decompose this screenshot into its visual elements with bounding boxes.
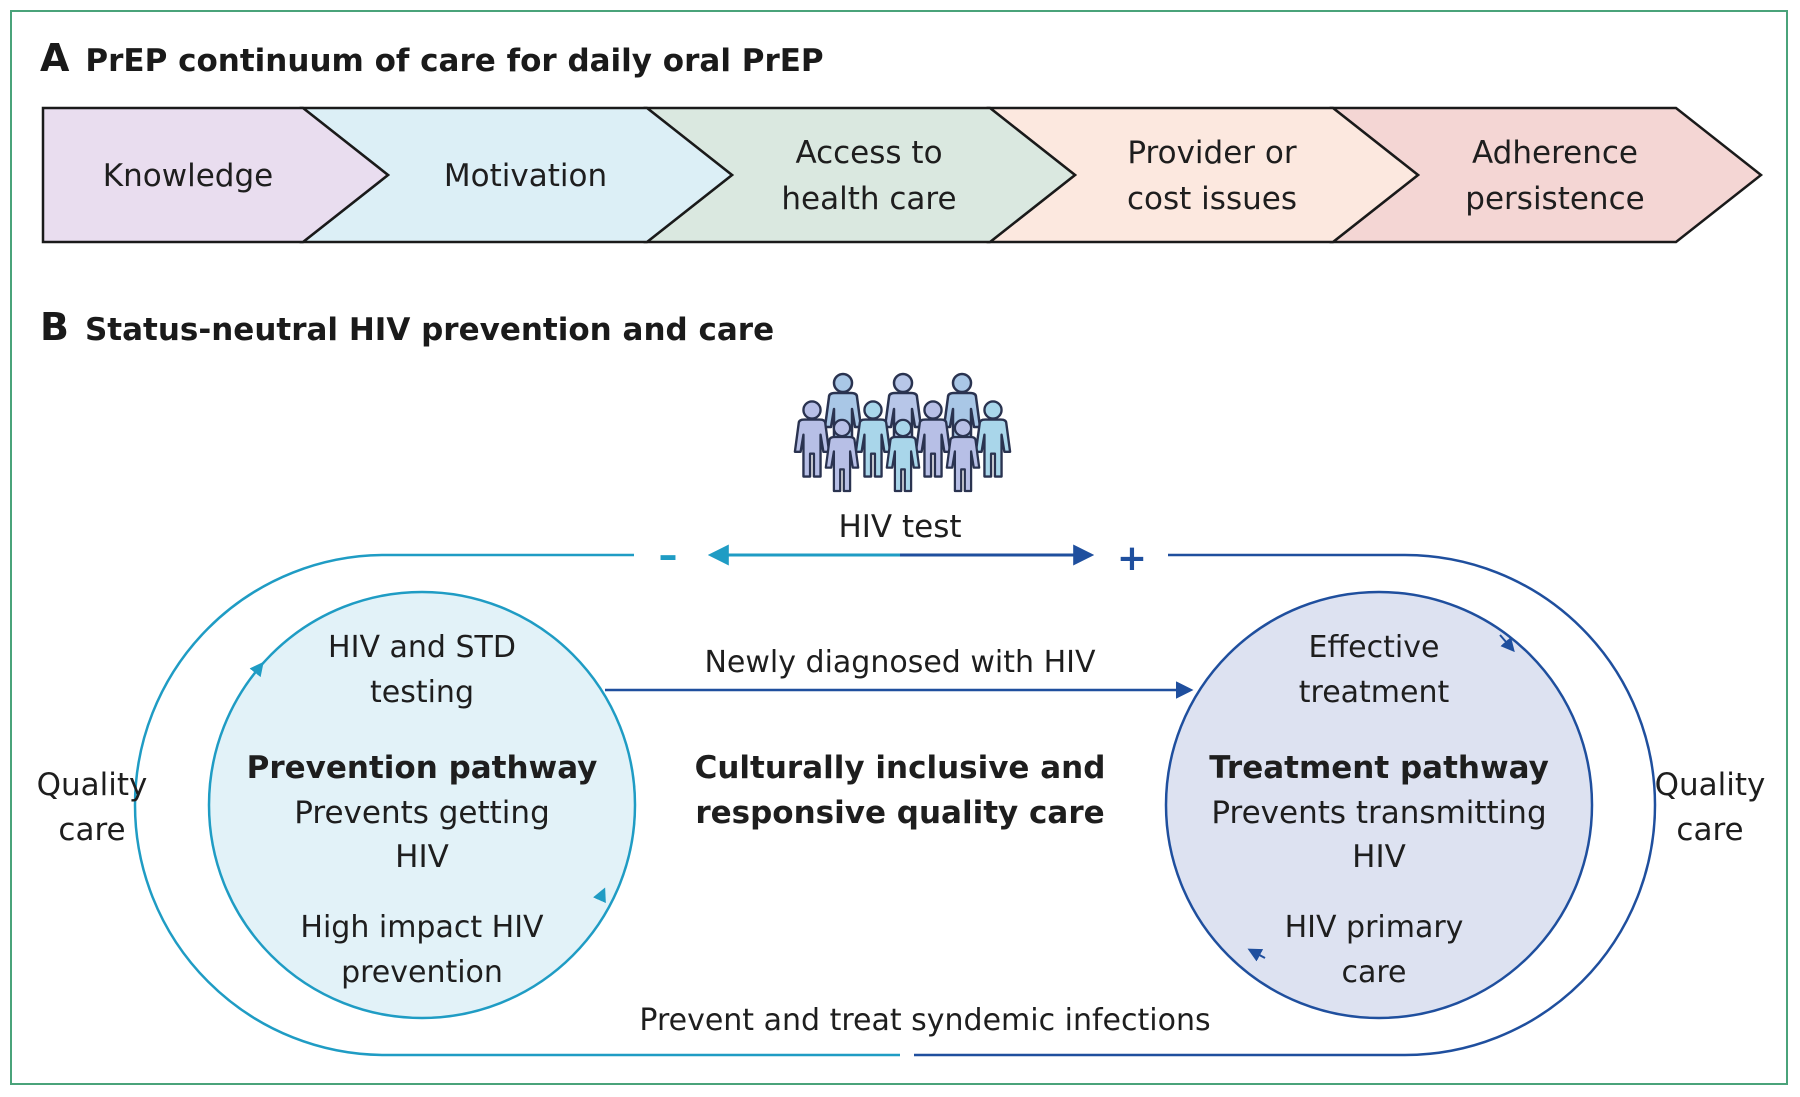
continuum-step-4-label: Provider or: [1127, 135, 1297, 171]
person-icon: [947, 420, 979, 491]
person-icon: [826, 420, 858, 491]
prevention-title: Prevention pathway: [246, 750, 598, 786]
continuum-step-1-label: Knowledge: [102, 158, 274, 194]
treatment-subtitle-line-1: Prevents transmitting: [1211, 795, 1547, 831]
treatment-bottom-line-2: care: [1341, 955, 1407, 990]
prevention-subtitle-line-2: HIV: [395, 839, 449, 875]
prevention-bottom-line-1: High impact HIV: [300, 910, 544, 945]
continuum-step-3-label: health care: [781, 181, 957, 217]
hiv-test-label: HIV test: [838, 509, 962, 545]
treatment-subtitle-line-2: HIV: [1352, 839, 1406, 875]
treatment-title: Treatment pathway: [1209, 750, 1549, 786]
quality-care-right-line-1: Quality: [1654, 767, 1766, 803]
positive-sign: +: [1116, 538, 1148, 579]
continuum-step-3-label: Access to: [795, 135, 943, 171]
panel-b-letter: B: [40, 305, 69, 349]
person-icon: [856, 401, 890, 476]
treatment-top-line-1: Effective: [1308, 630, 1440, 665]
quality-care-right-line-2: care: [1676, 812, 1744, 848]
prep-continuum: [43, 108, 1761, 242]
negative-sign: –: [658, 533, 678, 577]
person-icon: [795, 401, 829, 476]
prevention-subtitle-line-1: Prevents getting: [294, 795, 550, 831]
continuum-step-2-label: Motivation: [443, 158, 608, 194]
continuum-step-5-label: Adherence: [1472, 135, 1638, 171]
newly-diagnosed-label: Newly diagnosed with HIV: [704, 645, 1096, 680]
continuum-step-5-label: persistence: [1465, 181, 1645, 217]
treatment-bottom-line-1: HIV primary: [1284, 910, 1464, 945]
center-text-line-2: responsive quality care: [695, 795, 1105, 831]
continuum-step-4-label: cost issues: [1127, 181, 1297, 217]
center-text-line-1: Culturally inclusive and: [694, 750, 1106, 786]
person-icon: [976, 401, 1010, 476]
quality-care-left-line-2: care: [58, 812, 126, 848]
syndemic-infections-label: Prevent and treat syndemic infections: [639, 1003, 1211, 1038]
prevention-bottom-line-2: prevention: [341, 955, 503, 990]
people-group-icon: [795, 374, 1010, 491]
panel-a-title-text: PrEP continuum of care for daily oral PrEP: [85, 43, 824, 79]
quality-care-left-line-1: Quality: [36, 767, 148, 803]
person-icon: [887, 420, 919, 491]
prevention-top-line-2: testing: [369, 675, 475, 710]
panel-b-title-text: Status-neutral HIV prevention and care: [84, 312, 775, 348]
treatment-top-line-2: treatment: [1298, 675, 1450, 710]
panel-a-letter: A: [40, 36, 70, 80]
prevention-top-line-1: HIV and STD: [328, 630, 516, 665]
